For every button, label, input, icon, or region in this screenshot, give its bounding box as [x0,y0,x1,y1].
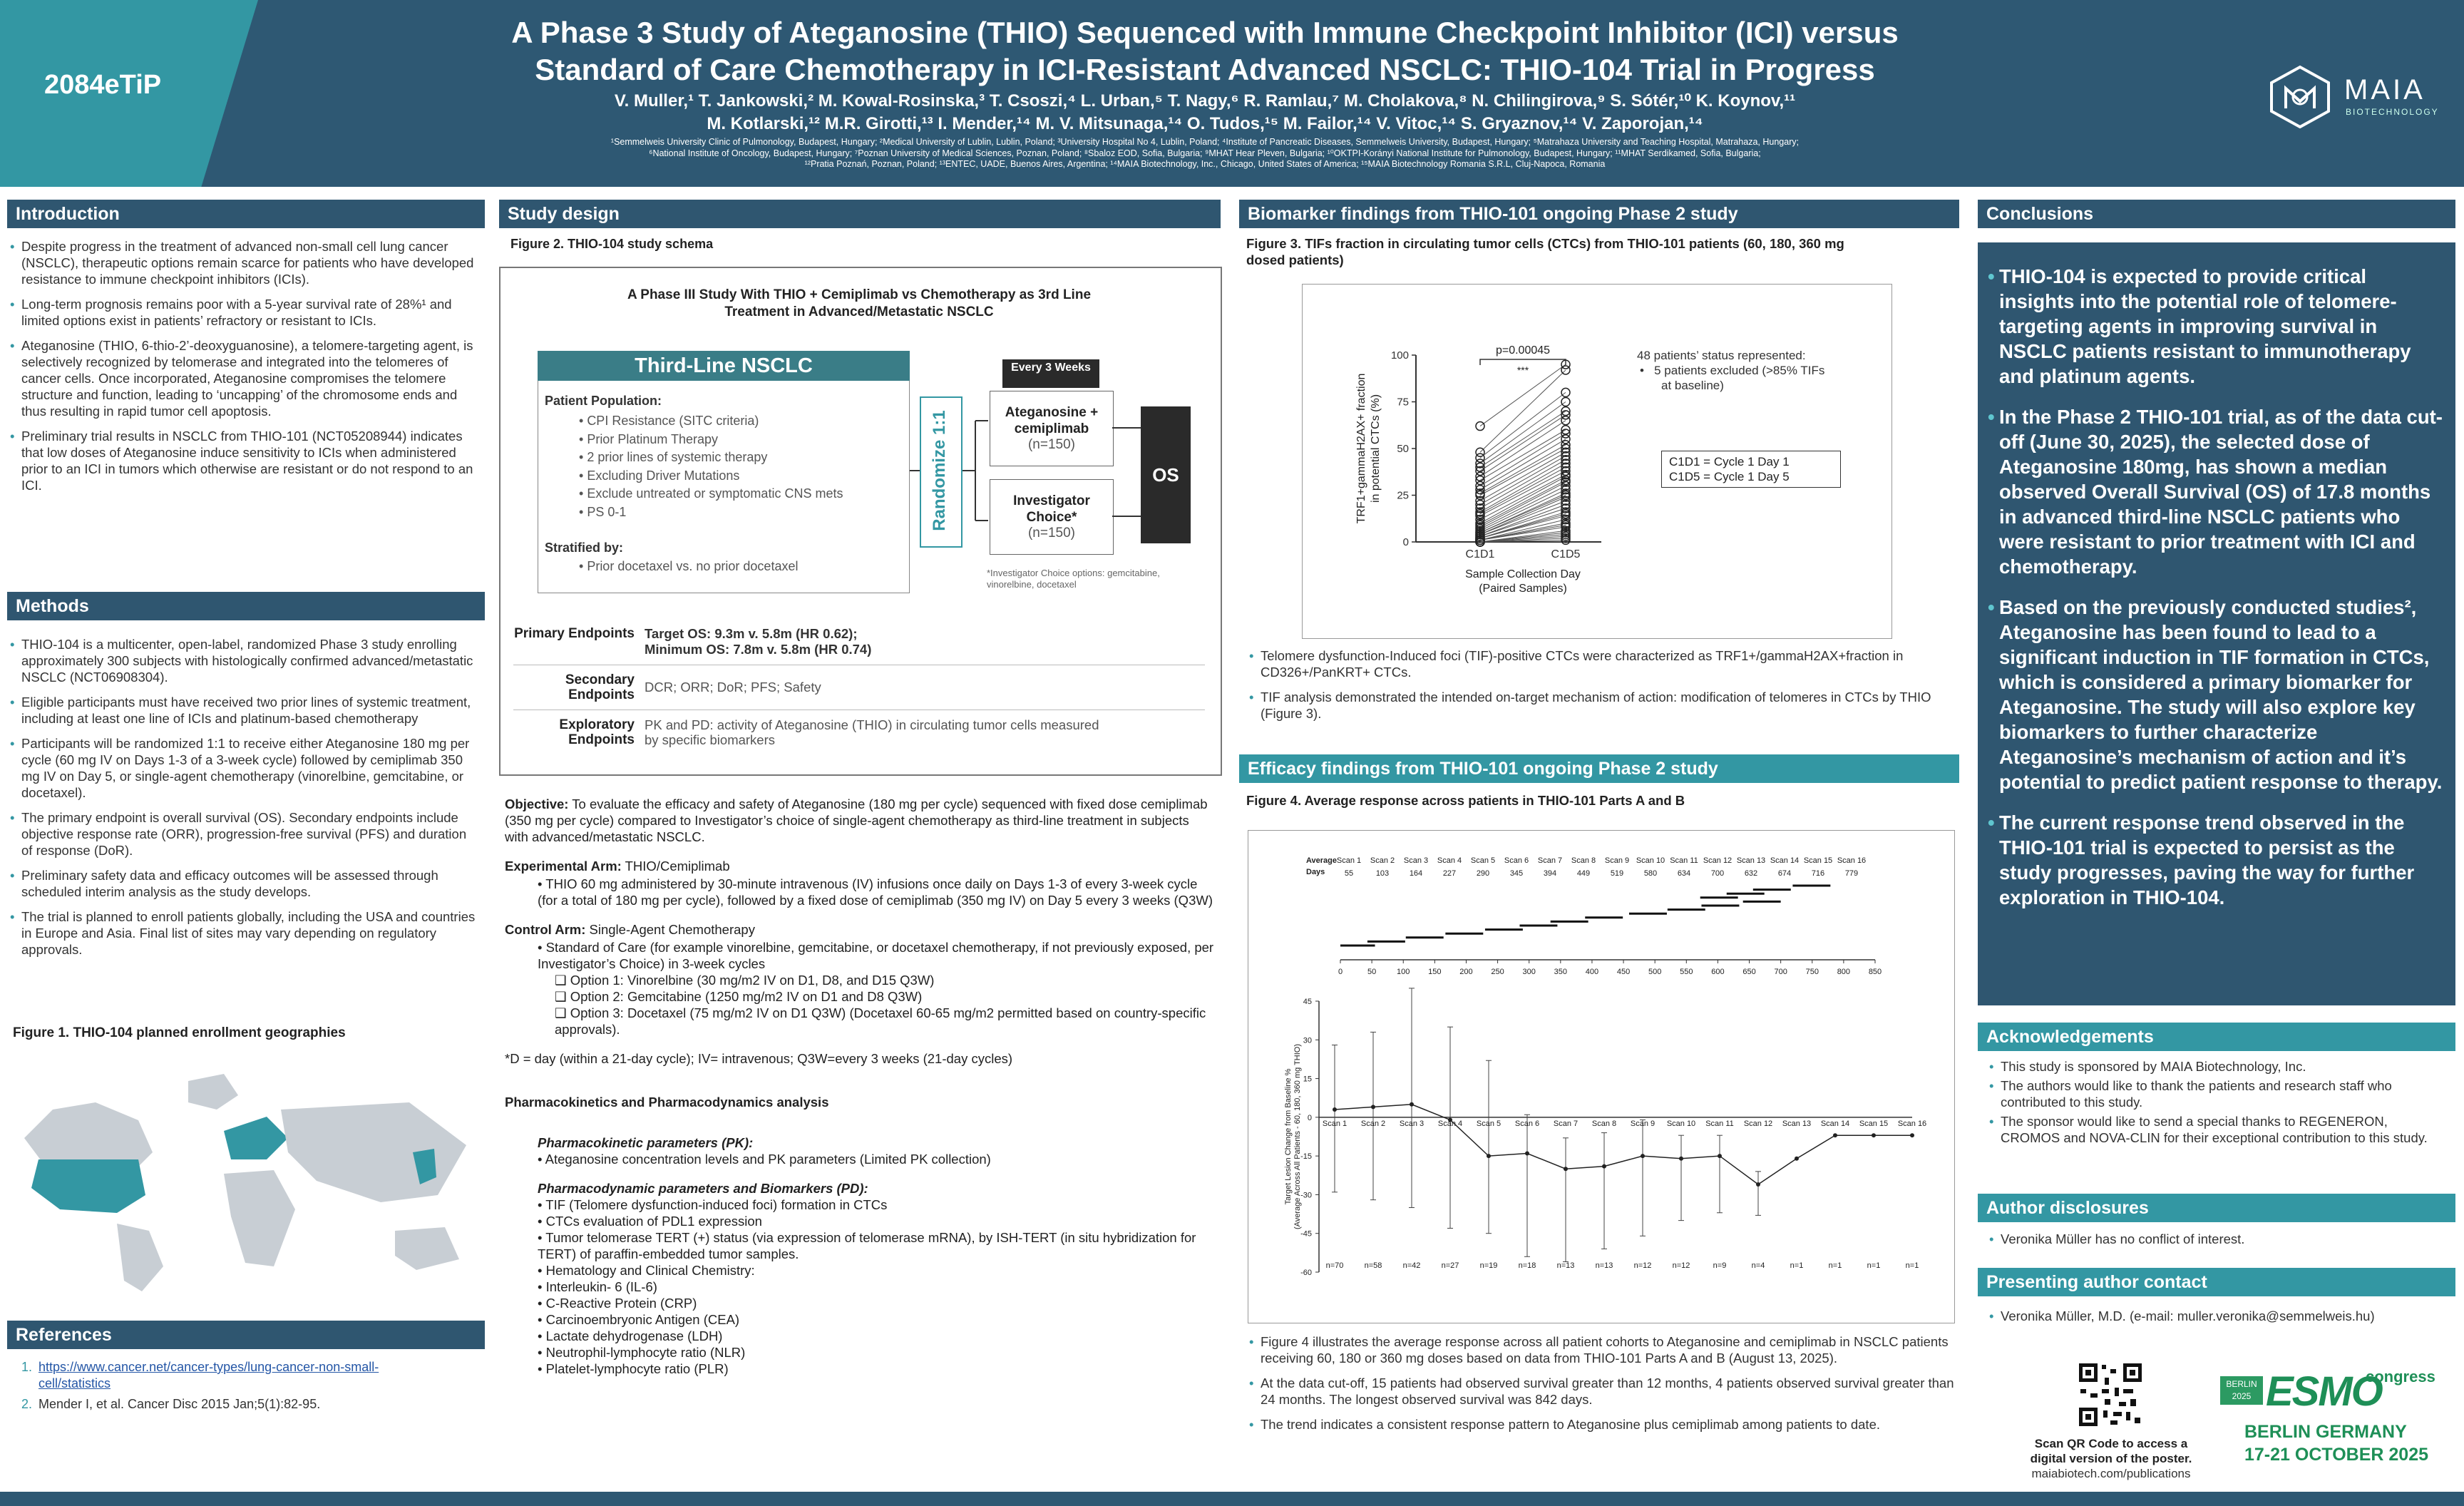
authors-line-2: M. Kotlarski,¹² M.R. Girotti,¹³ I. Mender,¹⁴ M. V. Mitsunaga,¹⁴ O. Tudos,¹⁵ M. Failor,¹⁴ V. Vitoc,¹⁴ S. Gryaznov,¹⁴ V. Zaporojan,¹⁴ [707,114,1703,133]
timeline-days-label: 227 [1442,869,1457,878]
timeline-days-label: 580 [1643,869,1658,878]
endpoint-value: PK and PD: activity of Ateganosine (THIO) in circulating tumor cells measured by specific biomarkers [645,717,1099,747]
day-axis-label: 800 [1837,968,1851,976]
option-item: ❑ Option 1: Vinorelbine (30 mg/m2 IV on D1, D8, and D15 Q3W) [555,973,935,988]
efficacy-body [1246,1333,1959,1441]
arm2-box [990,479,1114,555]
objective: Objective: To evaluate the efficacy and safety of Ateganosine (180 mg per cycle) sequenced with fixed dose cemiplimab (350 mg per cycle) compared to Investigator’s choice of single-agent chemotherapy as third-line treatment in subjects with advanced/metastatic NSCLC. [505,796,1208,844]
timeline-scan-label: Scan 4 [1437,856,1462,865]
option-item: ❑ Option 2: Gemcitabine (1250 mg/m2 IV on D1 and D8 Q3W) [555,989,923,1004]
y-tick-label: 25 [1397,489,1409,502]
reference-text: Mender I, et al. Cancer Disc 2015 Jan;5(1):82-95. [38,1397,321,1411]
day-axis-label: 250 [1491,968,1504,976]
n-label: n=13 [1595,1261,1613,1270]
affil-line-1: ¹Semmelweis University Clinic of Pulmonology, Budapest, Hungary; ²Medical University of Lublin, Lublin, Poland; ³University Hospital No 4, Lublin, Poland; ⁴Institute of Pancreatic Diseases, Semmelweis University, Budapest, Hungary; ⁵Matrahaza University and Teaching Hospital, Matrahaza, Hungary; [610,137,1800,147]
y-tick-label: 0 [1402,536,1409,548]
timeline-scan-label: Scan 6 [1504,856,1529,865]
n-label: n=27 [1441,1261,1459,1270]
contact-body [1986,1308,2457,1333]
timeline-scan-label: Scan 3 [1403,856,1429,865]
pop-item: • Excluding Driver Mutations [579,468,740,483]
timeline-days-label: 394 [1543,869,1557,878]
pkpd-heading: Pharmacokinetics and Pharmacodynamics analysis [505,1095,829,1110]
reference-item [21,1396,463,1413]
endpoints-table [513,619,1205,754]
schema-footnote: *Investigator Choice options: gemcitabine, vinorelbine, docetaxel [987,568,1160,590]
n-label: n=12 [1672,1261,1690,1270]
day-note: *D = day (within a 21-day cycle); IV= intravenous; Q3W=every 3 weeks (21-day cycles) [505,1051,1013,1066]
response-scan-label: Scan 2 [1360,1119,1386,1128]
map-europe [224,1117,288,1159]
map-south-america [117,1224,163,1291]
n-label: n=70 [1325,1261,1344,1270]
option-item: ❑ Option 3: Docetaxel (75 mg/m2 IV on D1 Q3W) (Docetaxel 60-65 mg/m2 permitted based on country-specific approvals). [555,1005,1206,1037]
qr-url[interactable]: maiabiotech.com/publications [2031,1467,2191,1480]
legend-item: • 5 patients excluded (>85% TIFs [1640,364,1825,377]
intro-bullet: • Long-term prognosis remains poor with a 5-year survival rate of 28%¹ and limited options exist in patients’ refractory or resistant to ICIs. [21,296,478,329]
pair-line [1480,411,1566,468]
endpoint-label: Exploratory Endpoints [559,717,635,747]
methods-bullet: • THIO-104 is a multicenter, open-label, randomized Phase 3 study enrolling approximately 300 subjects with histologically confirmed advanced/metastatic NSCLC (NCT06908304). [21,636,478,685]
endpoint-row [513,710,1205,754]
avg-label: Average [1306,856,1338,865]
response-scan-label: Scan 11 [1705,1119,1734,1128]
response-y-tick-label: 30 [1303,1036,1312,1045]
fig1-caption: Figure 1. THIO-104 planned enrollment geographies [13,1025,346,1040]
ref-number: 1. [21,1360,33,1374]
biomarker-body [1246,647,1959,730]
conclusion-bullet: • In the Phase 2 THIO-101 trial, as of the data cut-off (June 30, 2025), the selected dose of Ateganosine 180mg, has shown a median observed Overall Survival (OS) of 17.8 months in advanced third-line NSCLC patients who were resistant to prior treatment with ICI and chemotherapy. [1999,404,2444,579]
introduction-heading: Introduction [7,200,485,228]
timeline-scan-label: Scan 10 [1636,856,1665,865]
day-axis-label: 650 [1742,968,1756,976]
arm2-n: (n=150) [1027,526,1076,541]
references-heading: References [7,1321,485,1349]
maia-logo-icon [2266,64,2337,128]
response-scan-label: Scan 1 [1322,1119,1348,1128]
biomarker-bullet: • Telomere dysfunction-Induced foci (TIF)-positive CTCs were characterized as TRF1+/gammaH2AX+fraction in CD326+/PanKRT+ CTCs. [1261,647,1959,680]
poster-title [299,14,2110,88]
timeline-scan-label: Scan 12 [1703,856,1732,865]
day-axis-label: 600 [1711,968,1725,976]
acknowledgements-heading: Acknowledgements [1978,1023,2455,1051]
day-axis-label: 400 [1585,968,1599,976]
response-point [1525,1152,1529,1156]
n-label: n=1 [1867,1261,1881,1270]
pd-item: • CTCs evaluation of PDL1 expression [538,1214,762,1229]
legend-item-cont: at baseline) [1661,379,1724,392]
efficacy-bullet: • At the data cut-off, 15 patients had observed survival greater than 12 months, 4 patients observed survival greater than 24 months. The longest observed survival was 842 days. [1261,1375,1959,1408]
response-scan-label: Scan 12 [1743,1119,1773,1128]
pair-line [1480,449,1566,496]
control-arm: Control Arm: Single-Agent Chemotherapy [505,922,755,937]
ack-bullet: • The authors would like to thank the patients and research staff who contributed to this study. [2001,1077,2443,1110]
arm1-box [990,391,1114,466]
timeline-scan-label: Scan 11 [1670,856,1698,865]
key-2: C1D5 = Cycle 1 Day 5 [1669,470,1790,483]
day-axis-label: 550 [1680,968,1693,976]
timeline-days-label: 716 [1811,869,1825,878]
contact-heading: Presenting author contact [1978,1268,2455,1296]
map-greenland [188,1074,238,1110]
pop-item: • CPI Resistance (SITC criteria) [579,414,759,428]
affil-line-2: ⁶National Institute of Oncology, Budapest, Hungary; ⁷Poznan University of Medical Sciences, Poznan, Poland; ⁸Sbaloz EOD, Sofia, Bulgaria; ⁹MHAT Hear Pleven, Bulgaria; ¹⁰OKTPI-Korányi National Institute for Pulmonology, Budapest, Hungary; ¹¹MHAT Serdikamed, Sofia, Bulgaria; [649,148,1761,158]
y-axis-label: TRF1+gammaH2AX+ fraction [1355,373,1367,524]
conclusion-bullet: • THIO-104 is expected to provide critical insights into the potential role of telomere-targeting agents in improving survival in NSCLC patients resistant to immunotherapy and platinum agents. [1999,264,2444,389]
pd-item: • Lactate dehydrogenase (LDH) [538,1328,723,1343]
x-axis-label: Sample Collection Day [1465,568,1581,580]
pk-heading: Pharmacokinetic parameters (PK): [538,1135,754,1150]
poster-id: 2084eTiP [44,70,162,100]
response-point [1641,1154,1645,1158]
pair-line [1480,421,1566,477]
response-y-tick-label: 0 [1307,1113,1312,1122]
n-label: n=58 [1364,1261,1382,1270]
response-point [1564,1167,1568,1171]
timeline-days-label: 779 [1844,869,1859,878]
strat-label: Stratified by: [545,541,624,555]
x-tick-label: C1D5 [1551,548,1581,560]
response-y-tick-label: 45 [1303,998,1312,1006]
n-label: n=19 [1479,1261,1498,1270]
randomize-label: Randomize 1:1 [930,410,949,531]
response-point [1679,1157,1683,1161]
world-map-figure [10,1052,481,1295]
response-point [1333,1107,1337,1112]
endpoint-value: DCR; ORR; DoR; PFS; Safety [645,680,821,695]
timeline-days-label: 103 [1375,869,1390,878]
schema-title-1: A Phase III Study With THIO + Cemiplimab vs Chemotherapy as 3rd Line [627,287,1092,302]
map-usa [31,1159,145,1213]
third-line-label: Third-Line NSCLC [538,351,910,381]
endpoint-label: Secondary Endpoints [565,672,635,702]
timeline-scan-label: Scan 16 [1837,856,1867,865]
day-axis-label: 100 [1397,968,1410,976]
response-scan-label: Scan 8 [1591,1119,1617,1128]
response-scan-label: Scan 4 [1437,1119,1463,1128]
y-tick-label: 100 [1390,349,1409,362]
arm1-n: (n=150) [1027,437,1076,452]
schema-title-2: Treatment in Advanced/Metastatic NSCLC [724,304,994,319]
methods-heading: Methods [7,592,485,620]
disclosures-body [1986,1231,2443,1256]
intro-bullet: • Preliminary trial results in NSCLC from THIO-101 (NCT05208944) indicates that low doses of Ateganosine induce sensitivity to ICIs when administered prior to an ICI in tumors which otherwise are resistant or do not respond to an ICI. [21,428,478,493]
pd-item: • Tumor telomerase TERT (+) status (via expression of telomerase mRNA), by ISH-TERT (in situ hybridization for TERT) of paraffin-embedded tumor samples. [538,1230,1196,1261]
timeline-scan-label: Scan 7 [1537,856,1563,865]
x-axis-label-2: (Paired Samples) [1479,583,1567,595]
n-label: n=13 [1556,1261,1575,1270]
study-design-heading: Study design [499,200,1221,228]
conclusion-bullet: • The current response trend observed in the THIO-101 trial is expected to persist as the study progresses, paving the way for further exploration in THIO-104. [1999,810,2444,910]
response-point [1756,1182,1760,1187]
efficacy-bullet: • Figure 4 illustrates the average response across all patient cohorts to Ateganosine and cemiplimab in NSCLC patients receiving 60, 180 or 360 mg doses based on data from THIO-101 Parts A and B (August 13, 2025). [1261,1333,1959,1366]
title-line-2: Standard of Care Chemotherapy in ICI-Resistant Advanced NSCLC: THIO-104 Trial in Progress [535,53,1875,86]
qr-caption: Scan QR Code to access a digital version of the poster. maiabiotech.com/publications [2022,1436,2200,1481]
day-axis-label: 0 [1338,968,1343,976]
fig3-caption: Figure 3. TIFs fraction in circulating tumor cells (CTCs) from THIO-101 patients (60, 180, 360 mg dosed patients) [1246,236,1844,267]
pair-line [1480,439,1566,490]
disclosures-heading: Author disclosures [1978,1194,2455,1222]
n-label: n=1 [1790,1261,1804,1270]
days-label: Days [1306,868,1325,876]
timeline-days-label: 290 [1476,869,1490,878]
title-line-1: A Phase 3 Study of Ateganosine (THIO) Sequenced with Immune Checkpoint Inhibitor (ICI) versus [511,16,1899,49]
pop-item: • PS 0-1 [579,504,627,519]
timeline-scan-label: Scan 9 [1604,856,1630,865]
timeline-scan-label: Scan 14 [1770,856,1800,865]
fig3-legend [1637,348,1824,393]
introduction-body [7,238,478,502]
os-box: OS [1141,406,1191,543]
reference-link[interactable]: https://www.cancer.net/cancer-types/lung-cancer-non-small-cell/statistics [38,1360,379,1390]
authors-line-1: V. Muller,¹ T. Jankowski,² M. Kowal-Rosinska,³ T. Csoszi,⁴ L. Urban,⁵ T. Nagy,⁶ R. Ramlau,⁷ M. Cholakova,⁸ N. Chilingirova,⁹ S. Sótér,¹⁰ K. Koynov,¹¹ [614,91,1796,111]
pair-line [1480,392,1566,458]
esmo-logo: ESMO [2266,1368,2382,1415]
response-scan-label: Scan 9 [1630,1119,1655,1128]
day-axis-label: 300 [1522,968,1536,976]
study-design-text [505,796,1215,1377]
timeline-days-label: 164 [1409,869,1423,878]
response-scan-label: Scan 13 [1782,1119,1812,1128]
timeline-scan-label: Scan 2 [1370,856,1395,865]
day-axis-label: 200 [1459,968,1473,976]
response-point [1410,1102,1414,1107]
response-scan-label: Scan 10 [1666,1119,1696,1128]
pk-item: • Ateganosine concentration levels and PK parameters (Limited PK collection) [538,1152,991,1167]
fig4-caption: Figure 4. Average response across patients in THIO-101 Parts A and B [1246,793,1685,808]
pair-line [1480,415,1566,471]
reference-item [21,1359,463,1392]
esmo-dates: 17-21 OCTOBER 2025 [2244,1445,2428,1465]
efficacy-heading: Efficacy findings from THIO-101 ongoing Phase 2 study [1239,754,1959,783]
ack-bullet: • This study is sponsored by MAIA Biotechnology, Inc. [2001,1058,2443,1075]
biomarker-heading: Biomarker findings from THIO-101 ongoing Phase 2 study [1239,200,1959,228]
conclusion-bullet: • Based on the previously conducted studies², Ateganosine has been found to lead to a significant induction in TIF formation in CTCs, which is considered a primary biomarker for Ateganosine. The study will also explore key biomarkers to further characterize Ateganosine’s mechanism of action and it’s potential to predict patient response to therapy. [1999,595,2444,794]
fig2-caption: Figure 2. THIO-104 study schema [510,237,714,251]
response-scan-label: Scan 15 [1859,1119,1889,1128]
fig3-key-box [1661,451,1841,488]
pd-item: • Interleukin- 6 (IL-6) [538,1279,657,1294]
map-africa [224,1170,295,1266]
experimental-arm: Experimental Arm: THIO/Cemiplimab [505,859,730,874]
n-label: n=4 [1751,1261,1765,1270]
n-label: n=9 [1713,1261,1727,1270]
arm-to-os-arrows [1112,421,1144,528]
methods-bullet: • Eligible participants must have received two prior lines of systemic treatment, including at least one line of ICIs and platinum-based chemotherapy [21,694,478,727]
strat-item: • Prior docetaxel vs. no prior docetaxel [579,559,799,573]
day-axis-label: 150 [1428,968,1442,976]
significance-stars: *** [1516,364,1529,376]
timeline-days-label: 519 [1610,869,1624,878]
n-label: n=12 [1633,1261,1652,1270]
acknowledgements-body [1986,1058,2443,1149]
timeline-scan-label: Scan 1 [1336,856,1362,865]
biomarker-bullet: • TIF analysis demonstrated the intended on-target mechanism of action: modification of telomeres in CTCs by THIO (Figure 3). [1261,689,1959,722]
timeline-scan-label: Scan 13 [1736,856,1766,865]
ack-bullet: • The sponsor would like to send a special thanks to REGENERON, CROMOS and NOVA-CLIN for their exceptional contribution to this study. [2001,1113,2443,1146]
day-axis-label: 50 [1367,968,1377,976]
disclosure-text: • Veronika Müller has no conflict of interest. [2001,1231,2443,1247]
timeline-days-label: 449 [1576,869,1591,878]
efficacy-bullet: • The trend indicates a consistent response pattern to Ateganosine plus cemiplimab among patients to date. [1261,1416,1959,1433]
n-label: n=18 [1518,1261,1536,1270]
n-label: n=42 [1402,1261,1421,1270]
ref-number: 2. [21,1397,33,1411]
pop-item: • Prior Platinum Therapy [579,431,719,446]
exp-bullet: • THIO 60 mg administered by 30-minute intravenous (IV) infusions once daily on Days 1-3 of every 3-week cycle (for a total of 180 mg per cycle), followed by a fixed dose of cemiplimab (350 mg IV) on Day 5 every 3 weeks (Q3W) [538,876,1213,908]
endpoint-value: Target OS: 9.3m v. 5.8m (HR 0.62); Minimum OS: 7.8m v. 5.8m (HR 0.74) [645,626,872,657]
y-tick-label: 50 [1397,443,1409,455]
average-response-chart [1248,830,1954,1322]
contact-text: • Veronika Müller, M.D. (e-mail: muller.veronika@semmelweis.hu) [2001,1308,2457,1324]
response-point [1371,1105,1375,1109]
pd-item: • Hematology and Clinical Chemistry: [538,1263,755,1278]
poster-footer [0,1492,2464,1506]
response-y-tick-label: -60 [1300,1269,1312,1277]
esmo-congress: congress [2366,1368,2435,1385]
ctrl-bullet: • Standard of Care (for example vinorelbine, gemcitabine, or docetaxel chemotherapy, if not previously exposed, per Investigator’s Choice) in 3-week cycles [538,940,1214,971]
pop-list [579,412,843,521]
response-y-label-2: (Average Across All Patients - 60, 180, 360 mg THIO) [1293,1043,1302,1230]
pd-heading: Pharmacodynamic parameters and Biomarkers (PD): [538,1181,868,1196]
methods-bullet: • Preliminary safety data and efficacy outcomes will be assessed through scheduled interim analysis as the study develops. [21,867,478,900]
response-y-tick-label: -15 [1300,1152,1312,1162]
day-axis-label: 850 [1868,968,1882,976]
pair-line [1480,467,1566,514]
response-point [1795,1157,1799,1161]
pd-item: • Neutrophil-lymphocyte ratio (NLR) [538,1345,746,1360]
methods-bullet: • The primary endpoint is overall survival (OS). Secondary endpoints include objective response rate (ORR), progression-free survival (PFS) and duration of response (DoR). [21,809,478,859]
methods-bullet: • Participants will be randomized 1:1 to receive either Ateganosine 180 mg per cycle (60 mg IV on Days 1-3 of a 3-week cycle) followed by cemiplimab 350 mg IV on Day 5, or single-agent chemotherapy (vinorelbine, gemcitabine, or docetaxel). [21,735,478,801]
n-label: n=1 [1828,1261,1842,1270]
legend-text: 48 patients’ status represented: [1637,349,1806,362]
pop-item: • 2 prior lines of systemic therapy [579,450,768,464]
day-axis-label: 350 [1554,968,1568,976]
logo-name: MAIA [2344,74,2426,106]
y-tick-label: 75 [1397,396,1409,409]
timeline-scan-label: Scan 5 [1470,856,1496,865]
timeline-days-label: 634 [1677,869,1691,878]
response-y-label: Target Lesion Change from Baseline % [1284,1068,1293,1205]
response-point [1910,1133,1914,1137]
intro-bullet: • Ateganosine (THIO, 6-thio-2’-deoxyguanosine), a telomere-targeting agent, is selectively recognized by telomerase and integrated into the telomeres of cancer cells. Once incorporated, Ateganosine compromises the telomere structure and function, leading to ‘uncapping’ of the chromosome ends and thus resulting in rapid tumor cell apoptosis. [21,337,478,419]
day-axis-label: 700 [1774,968,1787,976]
n-label: n=1 [1905,1261,1919,1270]
timeline-scan-label: Scan 8 [1571,856,1596,865]
timeline-days-label: 345 [1509,869,1524,878]
map-asia [281,1102,466,1202]
pd-item: • C-Reactive Protein (CRP) [538,1296,697,1311]
timeline-days-label: 55 [1344,869,1354,878]
response-scan-label: Scan 5 [1476,1119,1502,1128]
response-point [1487,1154,1491,1158]
timeline-days-label: 674 [1777,869,1792,878]
day-axis-label: 500 [1648,968,1662,976]
every-3-weeks-badge: Every 3 Weeks [1002,359,1099,388]
esmo-location: BERLIN GERMANY [2244,1422,2407,1442]
endpoint-label: Primary Endpoints [514,626,635,641]
endpoint-row [513,619,1205,665]
response-scan-label: Scan 6 [1514,1119,1540,1128]
methods-body [7,636,478,966]
response-point [1872,1133,1876,1137]
response-y-tick-label: -30 [1300,1191,1312,1200]
response-scan-label: Scan 16 [1897,1119,1927,1128]
esmo-badge: BERLIN 2025 [2220,1376,2263,1405]
p-value-label: p=0.00045 [1495,344,1551,357]
methods-bullet: • The trial is planned to enroll patients globally, including the USA and countries in Europe and Asia. Final list of sites may vary depending on regulatory approvals. [21,908,478,958]
day-axis-label: 750 [1805,968,1819,976]
affiliations [371,137,2039,170]
x-tick-label: C1D1 [1465,548,1495,560]
pd-item: • Platelet-lymphocyte ratio (PLR) [538,1361,729,1376]
response-point [1718,1154,1722,1158]
pair-line [1480,490,1566,531]
authors [299,90,2110,135]
conclusions-panel [1978,242,2455,1005]
response-y-tick-label: -45 [1300,1229,1312,1239]
response-scan-label: Scan 3 [1399,1119,1424,1128]
response-scan-label: Scan 7 [1553,1119,1578,1128]
timeline-scan-label: Scan 15 [1803,856,1833,865]
schema-title [513,287,1205,321]
response-scan-label: Scan 14 [1820,1119,1850,1128]
y-axis-label-2: in potential CTCs (%) [1370,394,1382,503]
affil-line-3: ¹²Pratia Poznań, Poznan, Poland; ¹³ENTEC, UADE, Buenos Aires, Argentina; ¹⁴MAIA Biotechnology, Inc., Chicago, United States of America; ¹⁵MAIA Biotechnology Romania S.R.L, Cluj-Napoca, Romania [804,159,1606,169]
map-australia [395,1227,459,1270]
day-axis-label: 450 [1616,968,1631,976]
response-y-tick-label: 15 [1303,1075,1312,1084]
qr-code-icon[interactable] [2076,1361,2145,1429]
key-1: C1D1 = Cycle 1 Day 1 [1669,455,1790,468]
pd-item: • Carcinoembryonic Antigen (CEA) [538,1312,740,1327]
pair-line [1480,430,1566,481]
pd-item: • TIF (Telomere dysfunction-induced foci) formation in CTCs [538,1197,888,1212]
pop-label: Patient Population: [545,394,662,408]
arm2-name: Investigator Choice* [1013,493,1090,525]
endpoint-row [513,665,1205,710]
conclusions-heading: Conclusions [1978,200,2455,228]
pop-item: • Exclude untreated or symptomatic CNS mets [579,486,843,501]
response-point [1833,1133,1837,1137]
timeline-days-label: 700 [1710,869,1725,878]
references-list [21,1359,463,1413]
logo-sub: BIOTECHNOLOGY [2346,107,2439,117]
arm1-name: Ateganosine + cemiplimab [1005,405,1099,436]
average-response-line [1335,1105,1912,1184]
pair-line [1480,445,1566,493]
timeline-days-label: 632 [1744,869,1758,878]
response-point [1602,1164,1606,1169]
intro-bullet: • Despite progress in the treatment of advanced non-small cell lung cancer (NSCLC), therapeutic options remain scarce for patients who have developed resistance to immune checkpoint inhibitors (ICIs). [21,238,478,287]
